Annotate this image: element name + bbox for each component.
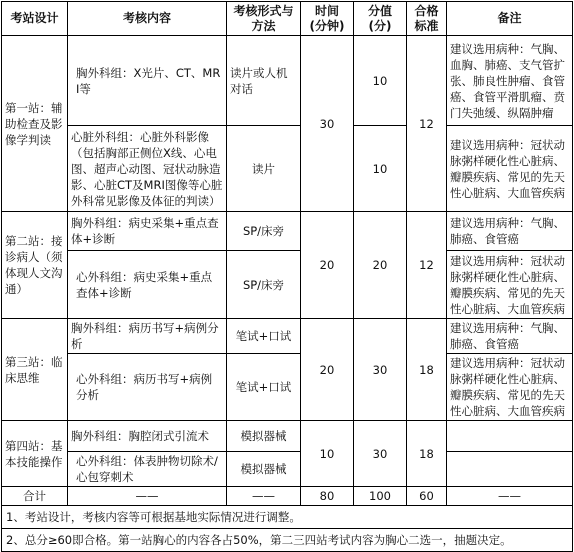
exam-method: 笔试+口试: [227, 354, 301, 421]
total-label: 合计: [2, 487, 68, 506]
pass-score: 18: [407, 421, 447, 487]
station-name: 第二站：接诊病人（须体现人文沟通）: [2, 212, 68, 319]
pass-score: 18: [407, 319, 447, 421]
table-row: [2, 126, 573, 212]
header-pass: 合格 标准: [407, 2, 447, 36]
exam-score: 20: [354, 212, 407, 319]
exam-content: 心外科组：病历书写+病例分析: [68, 354, 227, 421]
note-text: 2、总分≥60即合格。第一站胸心的内容各占50%，第二三四站考试内容为胸心二选一，抽题决定。: [2, 529, 573, 552]
header-method: 考核形式与方法: [227, 2, 301, 36]
remark: [447, 452, 573, 487]
remark: [447, 421, 573, 452]
exam-score: 10: [354, 36, 407, 126]
exam-method: SP/床旁: [227, 212, 301, 251]
remark: 建议选用病种：冠状动脉粥样硬化性心脏病、瓣膜疾病、常见的先天性心脏病、大血管疾病: [447, 354, 573, 421]
station-name: 第三站：临床思维: [2, 319, 68, 421]
table-row: [2, 354, 573, 421]
exam-method: SP/床旁: [227, 251, 301, 319]
table-row: [2, 452, 573, 487]
table-row: [2, 421, 573, 452]
pass-score: 12: [407, 36, 447, 212]
station-name: 第一站：辅助检查及影像学判读: [2, 36, 68, 212]
total-method: ——: [227, 487, 301, 506]
remark: 建议选用病种：气胸、血胸、肺癌、支气管扩张、肺良性肿瘤、食管癌、食管平滑肌瘤、贲门失弛缓、纵隔肿瘤: [447, 36, 573, 126]
table-row: [2, 319, 573, 354]
exam-time: 20: [301, 212, 354, 319]
exam-method: 读片: [227, 126, 301, 212]
total-content: ——: [68, 487, 227, 506]
exam-method: 笔试+口试: [227, 319, 301, 354]
total-row: [2, 487, 573, 506]
exam-score: 30: [354, 319, 407, 421]
exam-method: 模拟器械: [227, 452, 301, 487]
remark: 建议选用病种：气胸、肺癌、食管癌: [447, 212, 573, 251]
header-row: [2, 2, 573, 36]
exam-score: 30: [354, 421, 407, 487]
header-time: 时间 (分钟): [301, 2, 354, 36]
note-row: [2, 506, 573, 529]
exam-score: 10: [354, 126, 407, 212]
station-name: 第四站：基本技能操作: [2, 421, 68, 487]
exam-content: 胸外科组：胸腔闭式引流术: [68, 421, 227, 452]
exam-time: 10: [301, 421, 354, 487]
header-content: 考核内容: [68, 2, 227, 36]
exam-content: 心外科组：病史采集+重点查体+诊断: [68, 251, 227, 319]
exam-content: 胸外科组：X光片、CT、MRI等: [68, 36, 227, 126]
exam-content: 胸外科组：病历书写+病例分析: [68, 319, 227, 354]
exam-time: 20: [301, 319, 354, 421]
exam-content: 心外科组：体表肿物切除术/心包穿刺术: [68, 452, 227, 487]
exam-content: 心脏外科组：心脏外科影像（包括胸部正侧位X线、心电图、超声心动图、冠状动脉造影、心脏CT及MRI图像等心脏外科常见影像及体征的判读）: [68, 126, 227, 212]
remark: 建议选用病种：气胸、肺癌、食管癌: [447, 319, 573, 354]
table-row: [2, 251, 573, 319]
total-score: 100: [354, 487, 407, 506]
exam-method: 读片或人机对话: [227, 36, 301, 126]
total-pass: 60: [407, 487, 447, 506]
table-row: [2, 36, 573, 126]
total-remark: ——: [447, 487, 573, 506]
table-row: [2, 212, 573, 251]
exam-station-table: [1, 1, 573, 552]
remark: 建议选用病种：冠状动脉粥样硬化性心脏病、瓣膜疾病、常见的先天性心脏病、大血管疾病: [447, 251, 573, 319]
pass-score: 12: [407, 212, 447, 319]
header-remark: 备注: [447, 2, 573, 36]
note-text: 1、考站设计，考核内容等可根据基地实际情况进行调整。: [2, 506, 573, 529]
exam-time: 30: [301, 36, 354, 212]
exam-content: 胸外科组：病史采集+重点查体+诊断: [68, 212, 227, 251]
total-time: 80: [301, 487, 354, 506]
note-row: [2, 529, 573, 552]
remark: 建议选用病种：冠状动脉粥样硬化性心脏病、瓣膜疾病、常见的先天性心脏病、大血管疾病: [447, 126, 573, 212]
exam-method: 模拟器械: [227, 421, 301, 452]
header-station: 考站设计: [2, 2, 68, 36]
header-score: 分值 (分): [354, 2, 407, 36]
